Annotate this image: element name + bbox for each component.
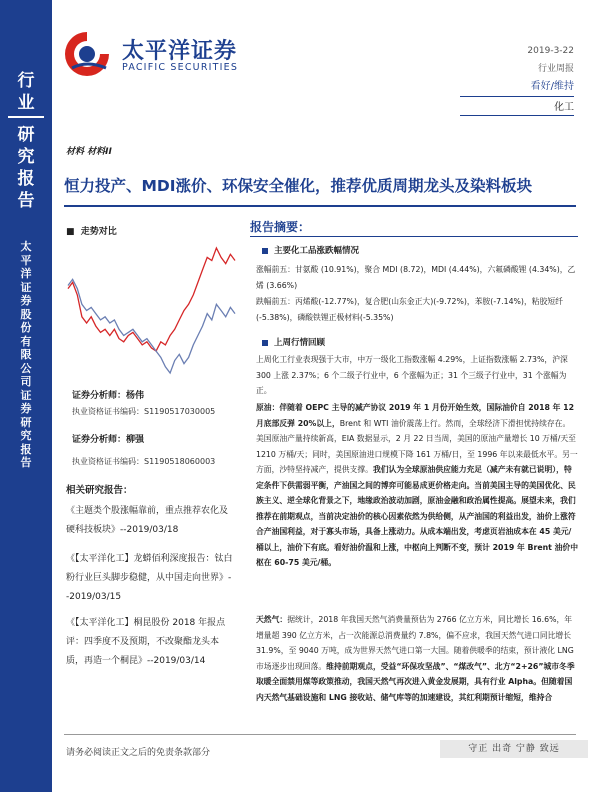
- sidebar-char: 行: [17, 71, 35, 91]
- vertical-char: 平: [20, 253, 32, 267]
- company-logo: [60, 28, 270, 78]
- gas-paragraph: 天然气：据统计，2018 年我国天然气消费量预估为 2766 亿立方米，同比增长 16.6%，年增量超 390 亿立方米，占一次能源总消费量约 7.8%，偏不应求，我国天然气进口同比增长 31.9%，至 9040 万吨，成为世界天然气进口第一大国。随着供暖季的结束，预计液化 LNG 市场逐步出现回落。维持前期观点，受益“环保攻坚战”、“煤改气”、北方“2+26”城市冬季取暖全面禁用煤等政策推动，我国天然气再次进入黄金发展期，具有行业 Alpha。但随着国内天然气基础设施和 LNG 接收站、储气库等的加速建设，其红利期预计缩短，维持合: [256, 615, 575, 702]
- report-category-label: [8, 70, 44, 212]
- vertical-char: 证: [20, 280, 32, 294]
- trend-series-line-0: [68, 248, 235, 351]
- title-divider: [64, 205, 576, 207]
- vertical-char: 洋: [20, 267, 32, 280]
- vertical-char: 份: [20, 321, 32, 334]
- sidebar-char: 告: [17, 191, 35, 211]
- analyst-license: 执业资格证书编码：S1190518060003: [72, 457, 216, 466]
- related-report-item[interactable]: 《主题类个股涨幅靠前，重点推荐农化及硬科技板块》--2019/03/18: [66, 506, 229, 535]
- gainers-text: 涨幅前五：甘氨酸 (10.91%)，聚合 MDI (8.72)，MDI (4.44%)，六氟磷酸锂 (4.34%)，乙烯 (3.66%): [256, 265, 576, 290]
- summary-divider: [250, 236, 578, 237]
- vertical-char: 证: [20, 388, 32, 402]
- report-meta: [527, 42, 574, 96]
- sector-label: 化工: [554, 102, 574, 113]
- related-report-item[interactable]: 《【太平洋化工】桐昆股份 2018 年报点评：四季度不及预期，不改聚酯龙头本质，再造一个桐昆》--2019/03/14: [66, 618, 226, 666]
- vertical-char: 报: [20, 442, 32, 456]
- related-report-item[interactable]: 《【太平洋化工】龙蟒佰利深度报告：钛白粉行业巨头脚步稳健，从中国走向世界》--2019/03/15: [66, 554, 233, 602]
- footer-divider: [64, 734, 576, 735]
- analyst-license: 执业资格证书编码：S1190517030005: [72, 407, 216, 416]
- header-divider: [460, 115, 574, 116]
- market-review-text: 上周化工行业表现强于大市，中万一级化工指数涨幅 4.29%，上证指数涨幅 2.73%，沪深 300 上涨 2.37%；6 个二级子行业中，6 个涨幅为正；31 个三级子行业中，31 个涨幅为正。: [256, 355, 568, 395]
- report-type: 行业周报: [537, 64, 574, 74]
- trend-chart: [64, 238, 239, 383]
- trend-series-line-1: [68, 279, 235, 373]
- vertical-char: 告: [20, 456, 32, 469]
- page-title: 恒力投产、MDI涨价、环保安全催化，推荐优质周期龙头及染料板块: [64, 177, 533, 195]
- logo-english-name: PACIFIC SECURITIES: [122, 62, 239, 73]
- vertical-char: 究: [20, 429, 32, 442]
- logo-mark-icon: [60, 28, 114, 78]
- vertical-char: 公: [20, 361, 32, 375]
- losers-text: 跌幅前五：丙烯酸(-12.77%)，复合肥(山东金正大)(-9.72%)，苯胺(-7.14%)，粘胶短纤(-5.38%)，磷酸铁锂正极材料(-5.35%): [256, 297, 563, 322]
- bullet-icon: [262, 340, 268, 346]
- analyst-name: 证券分析师：柳强: [72, 435, 145, 445]
- vertical-char: 有: [20, 334, 32, 348]
- oil-paragraph: 原油：伴随着 OEPC 主导的减产协议 2019 年 1 月份开始生效，国际油价自 2018 年 12 月底部反弹 20%以上，Brent 和 WTI 油价震荡上行。然而，全球经济下滑担忧持续存在。美国原油产量持续新高，EIA 数据显示，2 月 22 日当周，美国的原油产量增长 10 万桶/天至 1210 万桶/天；同时，美国原油进口规模下降 161 万桶/日，至 1996 年以来最低水平。另一方面，沙特坚持减产，提供支撑。我们认为全球原油供应能力充足（减产未有就已说明），特定条件下供需弱平衡，产油国之间的博弈可能易成更价格走向。当前美国主导的美国优化、民族主义、逆全球化背景之下，地缘政治波动加剧，原油金融和政治属性提高。展望未来，我们推荐在前期观点，当前决定油价的核心因素依然为供给侧，从产油国的利益出发，油价上涨符合产油国利益，对于寡头市场，具备上涨动力。从成本端出发，考虑页岩油成本在 45 美元/桶以上，油价下有底。看好油价温和上涨，中枢向上判断不变，预计 2019 年 Brent 油价中枢在 60-75 美元/桶。: [256, 403, 579, 567]
- logo-chinese-name: 太平洋证券: [122, 39, 238, 64]
- rating-label: 看好/维持: [530, 81, 574, 92]
- vertical-char: 券: [20, 402, 32, 415]
- vertical-char: 太: [20, 240, 32, 253]
- sidebar-char: 究: [17, 147, 35, 167]
- analyst-name: 证券分析师：杨伟: [72, 391, 145, 401]
- vertical-char: 券: [20, 294, 32, 307]
- brand-slogan: 守正 出奇 宁静 致远: [440, 740, 588, 758]
- report-date: 2019-3-22: [527, 46, 574, 56]
- sidebar-char: 报: [17, 169, 35, 189]
- vertical-char: 司: [20, 375, 32, 388]
- related-reports-heading: 相关研究报告：: [66, 485, 133, 496]
- left-sidebar: [0, 0, 52, 792]
- vertical-char: 限: [20, 348, 32, 361]
- section-heading: 主要化工品涨跌幅情况: [262, 244, 359, 256]
- section-heading: 上周行情回顾: [262, 336, 325, 348]
- sidebar-char: 业: [17, 93, 35, 113]
- summary-heading: 报告摘要：: [250, 220, 311, 234]
- vertical-char: 研: [20, 415, 32, 429]
- disclaimer-note: 请务必阅读正文之后的免责条款部分: [66, 748, 211, 758]
- sidebar-char: 研: [17, 125, 35, 145]
- category-label: 材料 材料II: [66, 147, 112, 157]
- vertical-char: 股: [20, 307, 32, 321]
- bullet-icon: [262, 248, 268, 254]
- trend-heading: ■ 走势对比: [66, 227, 117, 237]
- company-vertical-name: [14, 240, 38, 470]
- header-divider: [460, 96, 574, 97]
